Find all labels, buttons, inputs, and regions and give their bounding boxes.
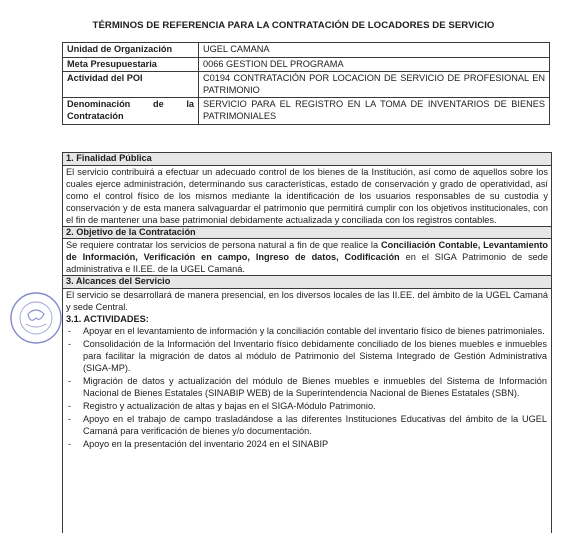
list-item	[66, 438, 547, 450]
section-text-finalidad: El servicio contribuirá a efectuar un adecuado control de los bienes de la Institución, así como de aquellos sobre los cuales ejerce administración, determinando sus características, estado de conservación y grado de operatividad, así como el control físico de los mismos mediante la identificación de los usuarios responsables de su custodia y conservación y de esta manera salvaguardar el patrimonio que permitirá cumplir con los objetivos institucionales, con el fin de mantener una base patrimonial debidamente actualizada y conciliada con los registros contables.	[63, 166, 551, 227]
activity-text: Apoyar en el levantamiento de información y la conciliación contable del inventario físico de bienes patrimoniales.	[83, 325, 545, 336]
objetivo-text-end: en el SIGA Patrimonio de sede administrativa e II.EE. de la UGEL Camaná.	[66, 252, 548, 275]
list-item	[66, 325, 547, 337]
dash-bullet: -	[68, 338, 72, 349]
info-key: Unidad de Organización	[63, 43, 199, 58]
list-item	[66, 338, 547, 374]
section-text-objetivo	[63, 239, 551, 276]
activity-text: Consolidación de la Información del Inventario físico debidamente conciliado de los bienes muebles e inmuebles para facilitar la migración de datos al módulo de Patrimonio del Sistema Integrado de Gestión Administrativa (SIGA-MP).	[83, 338, 547, 373]
list-item	[66, 413, 547, 437]
activity-text: Migración de datos y actualización del módulo de Bienes muebles e inmuebles del Sistema de Información Nacional de Bienes Estatales (SINABIP WEB) de la Superintendencia Nacional de Bienes Estatales (SBN).	[83, 375, 547, 398]
sections-box	[62, 152, 552, 533]
activity-text: Registro y actualización de altas y bajas en el SIGA-Módulo Patrimonio.	[83, 400, 376, 411]
dash-bullet: -	[68, 438, 72, 449]
table-row	[63, 43, 550, 58]
table-row	[63, 72, 550, 98]
info-value: 0066 GESTION DEL PROGRAMA	[199, 57, 550, 72]
info-value: C0194 CONTRATACIÓN POR LOCACION DE SERVICIO DE PROFESIONAL EN PATRIMONIO	[199, 72, 550, 98]
info-value: UGEL CAMANA	[199, 43, 550, 58]
document-title: TÉRMINOS DE REFERENCIA PARA LA CONTRATACIÓN DE LOCADORES DE SERVICIO	[92, 20, 495, 31]
activity-text: Apoyo en la presentación del inventario 2024 en el SINABIP	[83, 438, 329, 449]
info-key: Actividad del POI	[63, 72, 199, 98]
list-item	[66, 375, 547, 399]
objetivo-text-bold: Conciliación Contable, Levantamiento de Información, Verificación en campo, Ingreso de datos, Codificación	[66, 240, 549, 263]
section-text-alcances: El servicio se desarrollará de manera presencial, en los diversos locales de las II.EE. del ámbito de la UGEL Camaná y sede Central.	[66, 289, 548, 312]
official-stamp-seal	[8, 290, 64, 346]
table-row	[63, 98, 550, 124]
section-heading-finalidad: 1. Finalidad Pública	[63, 153, 551, 166]
dash-bullet: -	[68, 400, 72, 411]
section-heading-alcances: 3. Alcances del Servicio	[63, 276, 551, 289]
list-item	[66, 400, 547, 412]
activity-text: Apoyo en el trabajo de campo trasladándose a las diferentes Instituciones Educativas del ámbito de la UGEL Camaná para verificación de bienes y/o documentación.	[83, 413, 547, 436]
dash-bullet: -	[68, 413, 72, 424]
info-key: Denominación de la Contratación	[63, 98, 199, 124]
objetivo-text-start: Se requiere contratar los servicios de persona natural a fin de que realice la	[66, 240, 381, 251]
activities-list	[63, 325, 551, 450]
info-value: SERVICIO PARA EL REGISTRO EN LA TOMA DE INVENTARIOS DE BIENES PATRIMONIALES	[199, 98, 550, 124]
info-key: Meta Presupuestaria	[63, 57, 199, 72]
info-table	[62, 42, 550, 125]
dash-bullet: -	[68, 325, 72, 336]
section-heading-objetivo: 2. Objetivo de la Contratación	[63, 227, 551, 240]
table-row	[63, 57, 550, 72]
subsection-heading-actividades: 3.1. ACTIVIDADES:	[66, 313, 149, 324]
dash-bullet: -	[68, 375, 72, 386]
